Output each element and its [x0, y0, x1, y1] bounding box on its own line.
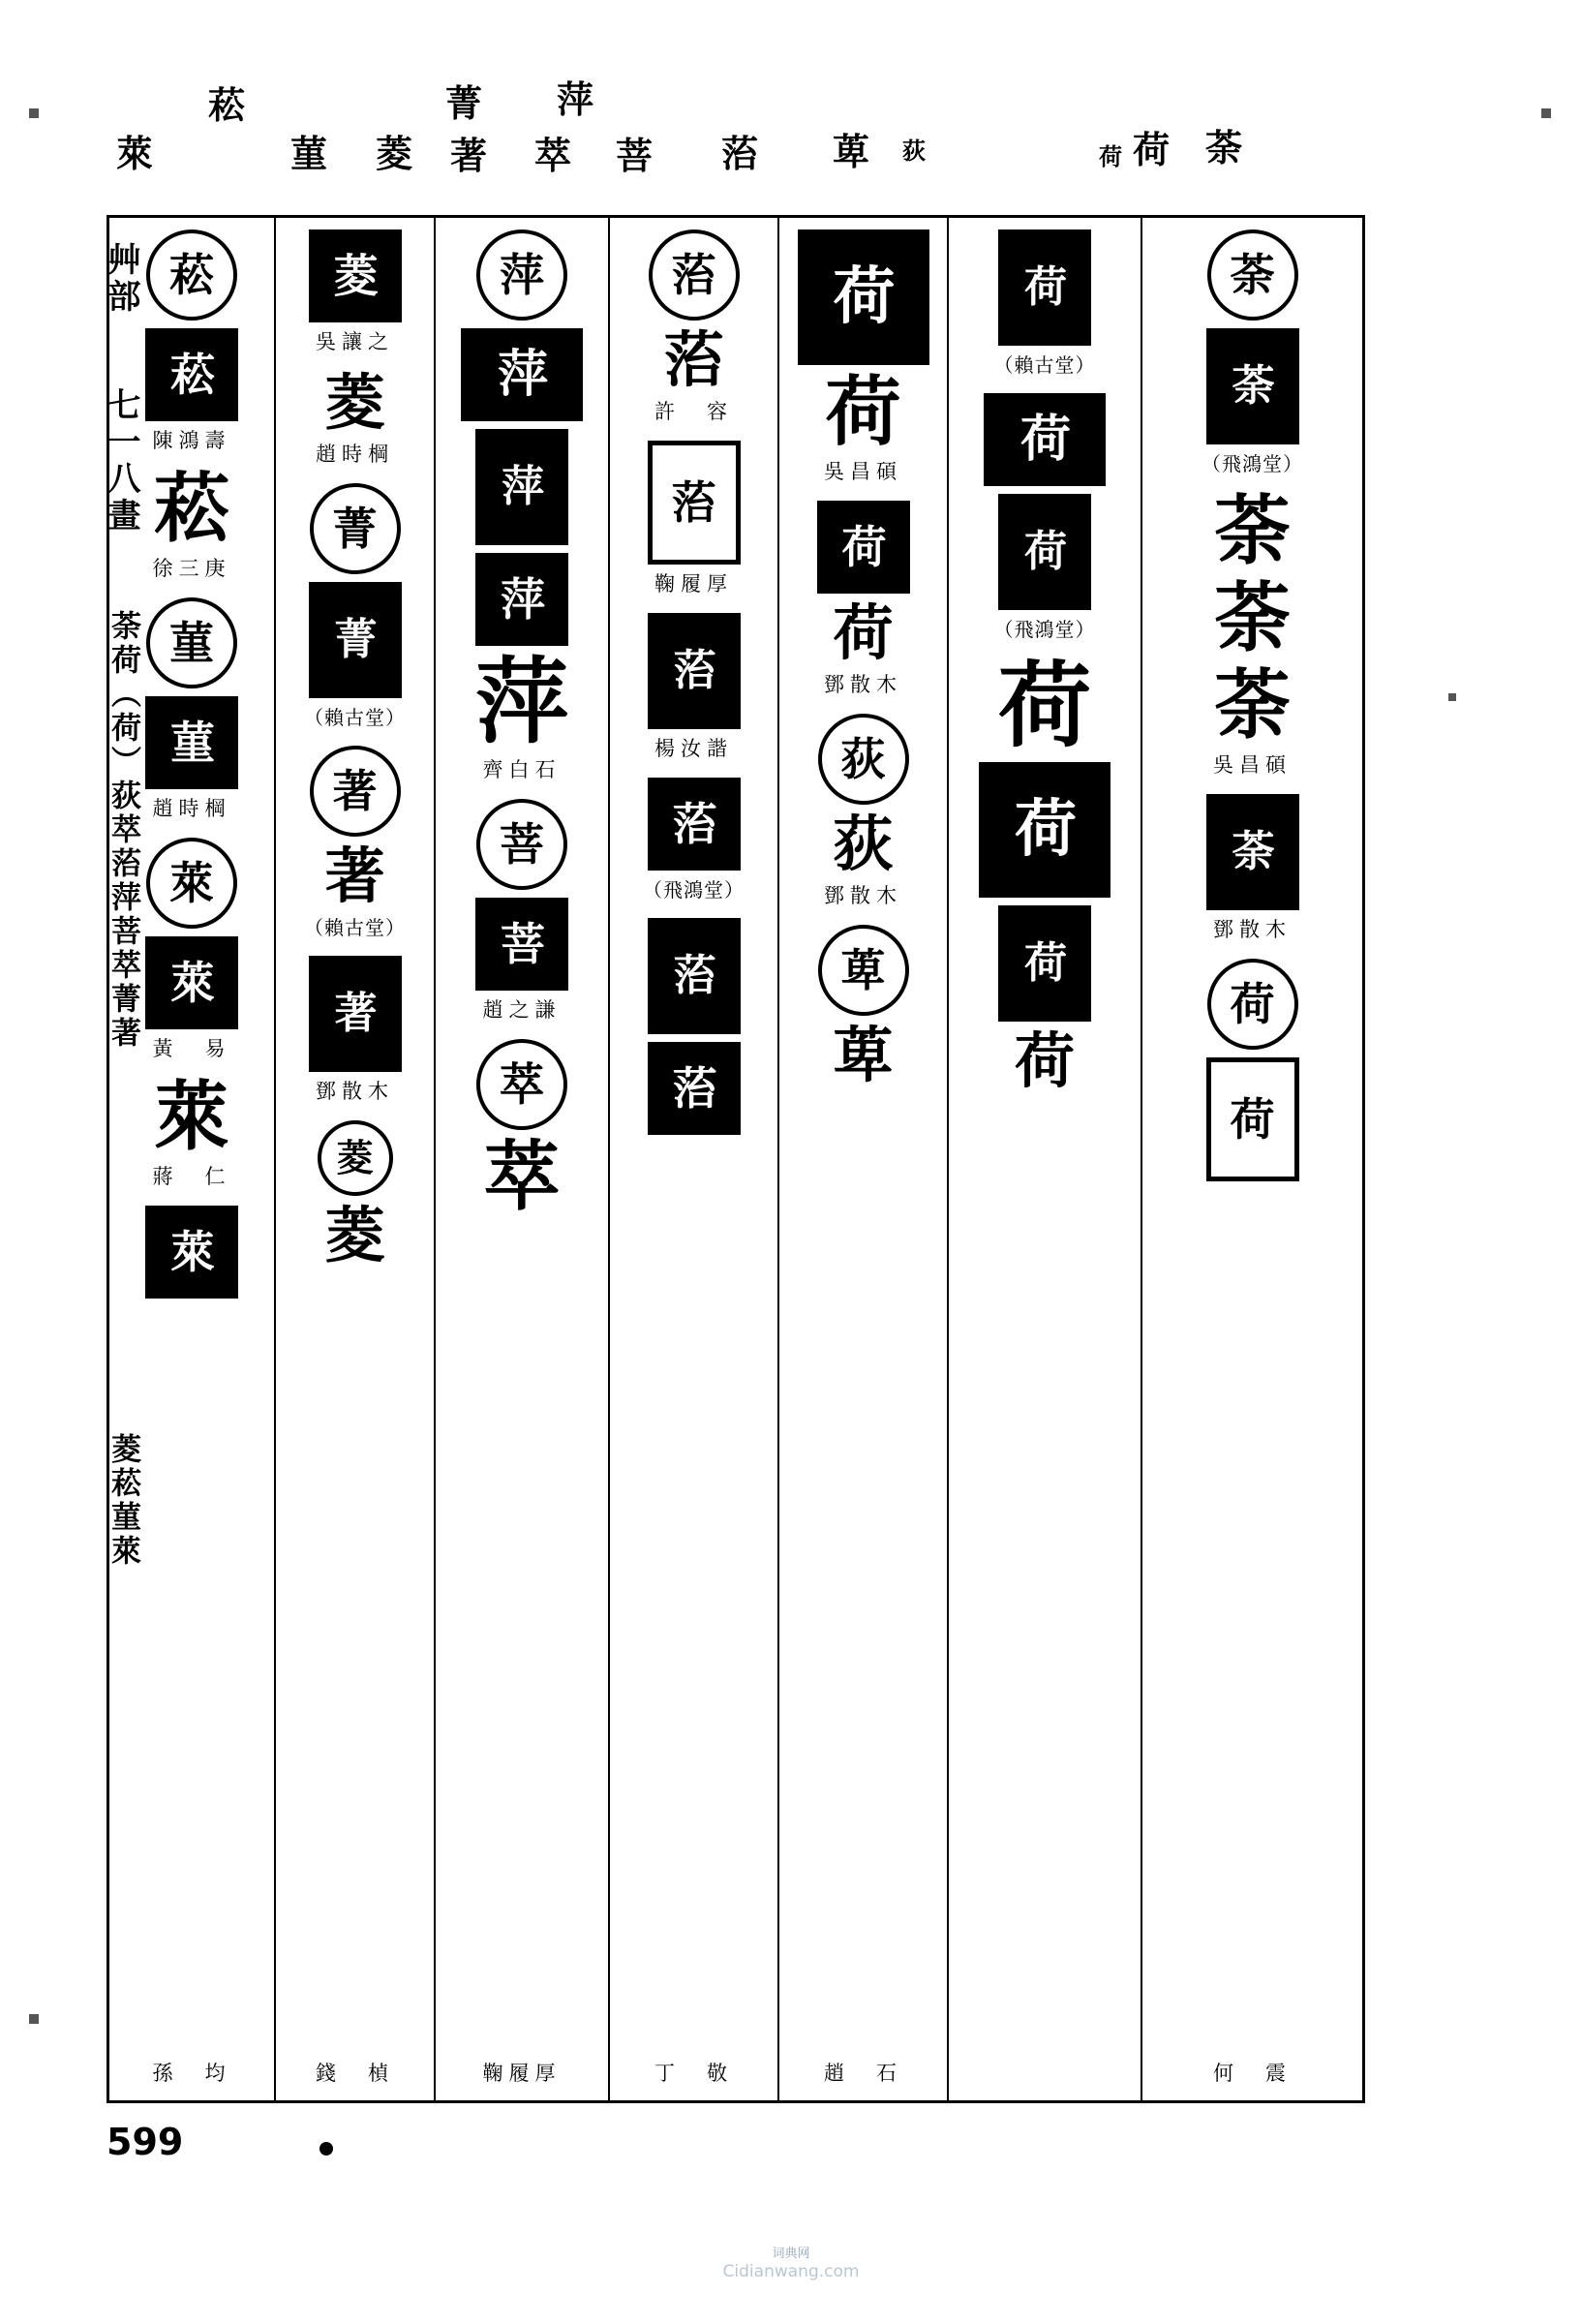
seal-attribution: 吳讓之: [316, 330, 394, 353]
seal-entry: 菭: [648, 1042, 741, 1135]
seal-attribution: 鞠履厚: [654, 572, 733, 596]
column-5: [779, 218, 949, 2100]
seal-entry: 菭: [648, 441, 741, 565]
seal-entry: 著: [324, 841, 385, 911]
seal-attribution: 趙時棡: [152, 797, 231, 820]
seal-attribution: 何 震: [1213, 2062, 1292, 2085]
seal-entry: 萊: [145, 1206, 238, 1299]
seal-entry: 荷: [984, 393, 1106, 486]
seal-entry: 荷: [825, 368, 901, 456]
seal-entry: 菱: [309, 229, 402, 322]
seal-entry: 萊: [145, 936, 238, 1029]
seal-entry: 荻: [818, 714, 909, 805]
watermark: [0, 2247, 1582, 2283]
top-heading-8: 菩: [616, 135, 654, 177]
corner-tick-top-left: [29, 108, 39, 118]
seal-table: [106, 215, 1365, 2103]
seal-entry: 萍: [475, 429, 568, 545]
column-7: [1142, 218, 1362, 2100]
corner-tick-top-right: [1541, 108, 1551, 118]
caption-char-list-2: 菱菘菫萊: [106, 1433, 140, 1569]
seal-attribution: 許 容: [654, 400, 733, 423]
seal-entry: 菩: [475, 898, 568, 991]
seal-attribution: （賴古堂）: [304, 706, 406, 729]
seal-attribution: 趙 石: [824, 2062, 902, 2085]
top-heading-row: [116, 68, 1375, 203]
seal-attribution: 黃 易: [152, 1037, 231, 1060]
seal-entry: 菁: [310, 483, 401, 574]
seal-entry: 荷: [979, 762, 1110, 898]
seal-attribution: 鄧散木: [824, 673, 902, 696]
seal-entry: 萊: [153, 1073, 229, 1161]
seal-entry: 菭: [648, 613, 741, 729]
top-heading-4: 菁: [445, 82, 483, 125]
top-heading-6: 萃: [534, 135, 572, 177]
seal-entry: 荼: [1214, 487, 1291, 575]
seal-entry: 菘: [145, 328, 238, 421]
seal-attribution: 吳昌碩: [824, 460, 902, 483]
seal-entry: 荷: [998, 905, 1091, 1022]
corner-tick-bottom-left: [29, 2014, 39, 2024]
seal-entry: 菫: [146, 597, 237, 688]
top-heading-9: 菭: [721, 133, 759, 175]
seal-attribution: 錢 楨: [316, 2062, 394, 2085]
seal-entry: 荼: [1206, 328, 1299, 444]
top-heading-13: 荷: [1133, 129, 1171, 171]
seal-entry: 菭: [649, 229, 740, 321]
seal-attribution: 徐三庚: [152, 557, 231, 580]
seal-entry: 菭: [648, 918, 741, 1034]
caption-char-list-1: 荼荷（荷）荻萃菭萍菩萃菁著: [106, 610, 140, 1051]
column-4: [610, 218, 779, 2100]
seal-attribution: 丁 敬: [654, 2062, 733, 2085]
seal-entry: 菫: [145, 696, 238, 789]
seal-entry: 菱: [318, 1120, 393, 1196]
column-2: [276, 218, 436, 2100]
seal-attribution: 趙之謙: [482, 998, 562, 1022]
column-1: [109, 218, 276, 2100]
seal-entry: 荼: [1214, 661, 1291, 749]
seal-entry: 荼: [1206, 794, 1299, 910]
top-heading-11: 荻: [902, 138, 926, 165]
seal-entry: 萆: [818, 925, 909, 1016]
seal-entry: 荷: [833, 597, 894, 668]
seal-entry: 荷: [998, 494, 1091, 610]
seal-entry: 荻: [833, 809, 894, 879]
seal-entry: 萍: [475, 553, 568, 646]
seal-entry: 荷: [1206, 1057, 1299, 1181]
corner-tick-mid-right: [1448, 693, 1456, 701]
seal-entry: 菘: [146, 229, 237, 321]
column-3: [436, 218, 610, 2100]
column-6: [949, 218, 1142, 2100]
seal-attribution: 楊汝諧: [654, 737, 733, 760]
seal-attribution: （飛鴻堂）: [1202, 452, 1303, 475]
seal-attribution: （飛鴻堂）: [993, 618, 1096, 641]
seal-entry: 萃: [476, 1039, 567, 1130]
top-heading-1: 菘: [208, 84, 246, 127]
top-heading-3: 菱: [376, 133, 413, 175]
seal-entry: 萃: [483, 1133, 560, 1221]
seal-entry: 菁: [309, 582, 402, 698]
seal-entry: 荷: [998, 651, 1091, 760]
seal-attribution: 鄧散木: [824, 884, 902, 907]
seal-entry: 菱: [324, 367, 385, 438]
seal-entry: 菘: [153, 465, 229, 553]
caption-strokes: 七一八畫: [102, 387, 140, 535]
seal-entry: 菱: [324, 1200, 385, 1270]
seal-entry: 荷: [1207, 959, 1298, 1050]
seal-attribution: （飛鴻堂）: [643, 878, 745, 902]
seal-attribution: 趙時棡: [316, 443, 394, 466]
seal-entry: 荼: [1207, 229, 1298, 321]
seal-attribution: 蔣 仁: [152, 1165, 231, 1188]
seal-attribution: （賴古堂）: [993, 353, 1096, 377]
seal-entry: 荷: [998, 229, 1091, 346]
seal-attribution: 鄧散木: [316, 1080, 394, 1103]
top-heading-0: 萊: [116, 133, 154, 175]
seal-entry: 荷: [1014, 1025, 1075, 1096]
seal-attribution: 陳鴻壽: [152, 429, 231, 452]
seal-entry: 萊: [146, 838, 237, 929]
seal-entry: 荷: [798, 229, 929, 365]
watermark-top: 词典网: [772, 2247, 810, 2261]
top-heading-7: 萍: [557, 78, 594, 121]
watermark-bottom: Cidianwang.com: [722, 2262, 860, 2282]
seal-entry: 荼: [1214, 574, 1291, 662]
seal-attribution: 吳昌碩: [1213, 753, 1292, 777]
top-heading-5: 著: [450, 135, 488, 177]
seal-entry: 菩: [476, 799, 567, 890]
seal-attribution: 鞠履厚: [482, 2062, 562, 2085]
top-heading-2: 菫: [290, 133, 328, 175]
seal-attribution: （賴古堂）: [304, 916, 406, 939]
page-number: 599: [106, 2121, 184, 2163]
seal-entry: 荷: [817, 501, 910, 594]
seal-entry: 萆: [833, 1020, 894, 1090]
seal-entry: 萍: [476, 229, 567, 321]
footer-dot: [319, 2142, 333, 2156]
seal-entry: 菭: [663, 324, 724, 395]
seal-entry: 萍: [475, 647, 568, 756]
seal-entry: 著: [310, 746, 401, 837]
seal-attribution: 齊白石: [482, 758, 562, 781]
caption-radical: 艸部: [102, 242, 140, 316]
seal-entry: 菭: [648, 778, 741, 871]
seal-attribution: 鄧散木: [1213, 918, 1292, 941]
top-heading-10: 萆: [833, 131, 870, 173]
seal-entry: 著: [309, 956, 402, 1072]
top-heading-14: 荼: [1205, 127, 1243, 169]
top-heading-12: 荷: [1099, 143, 1122, 170]
seal-entry: 萍: [461, 328, 583, 421]
seal-attribution: 孫 均: [152, 2062, 231, 2085]
